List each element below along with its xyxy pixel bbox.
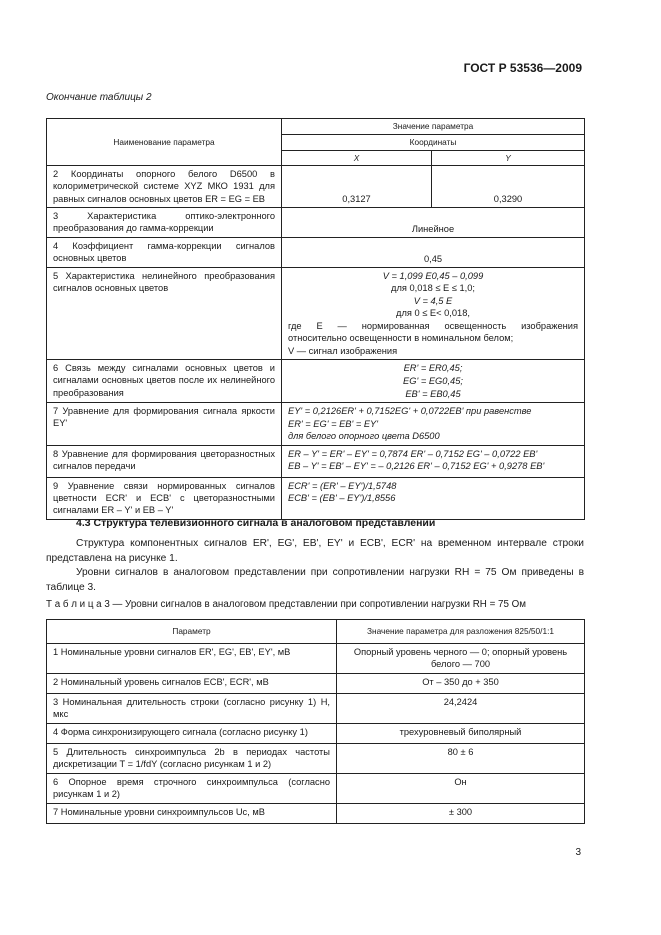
formula-line: ER' = ER0,45; xyxy=(403,363,463,374)
table3-caption: Т а б л и ц а 3 — Уровни сигналов в аналоговом представлении при сопротивлении нагрузки RH = 75 Ом xyxy=(46,599,526,610)
formula-line: EB – Y' = EB' – EY' = – 0,2126 ER' – 0,7152 EG' + 0,9278 EB' xyxy=(288,461,545,472)
table-row xyxy=(47,644,585,674)
row-name: 3 Номинальная длительность строки (согласно рисунку 1) H, мкс xyxy=(47,694,337,724)
row-value-y: 0,3290 xyxy=(432,166,585,207)
table-row xyxy=(47,267,585,360)
formula-line: ECR' = (ER' – EY')/1,5748 xyxy=(288,480,397,491)
row-name: 9 Уравнение связи нормированных сигналов цветности ECR' и ECB' с цветоразностными сигналами ER – Y' и EB – Y' xyxy=(47,477,282,519)
table-row xyxy=(47,724,585,744)
table-row xyxy=(47,166,585,207)
row-value-formula xyxy=(282,445,585,477)
row-name: 2 Координаты опорного белого D6500 в колориметрической системе XYZ МКО 1931 для равных сигналов основных цветов ER = EG = EB xyxy=(47,166,282,207)
row-value: ± 300 xyxy=(337,804,585,824)
row-name: 2 Номинальный уровень сигналов ECB', ECR', мВ xyxy=(47,674,337,694)
row-value: Линейное xyxy=(282,207,585,237)
row-value-formula xyxy=(282,267,585,360)
row-name: 7 Уравнение для формирования сигнала яркости EY' xyxy=(47,403,282,446)
row-name: 4 Коэффициент гамма-коррекции сигналов основных цветов xyxy=(47,237,282,267)
paragraph: Уровни сигналов в аналоговом представлении при сопротивлении нагрузки RH = 75 Ом приведены в таблице 3. xyxy=(46,567,584,593)
table-row xyxy=(47,744,585,774)
formula-line: V = 1,099 E0,45 – 0,099 xyxy=(382,270,484,281)
row-value: 24,2424 xyxy=(337,694,585,724)
formula-note: где E — нормированная освещенность изображения относительно освещенности в номинальном белом; xyxy=(288,320,579,344)
document-code: ГОСТ Р 53536—2009 xyxy=(463,61,582,75)
row-value-formula xyxy=(282,477,585,519)
table-row xyxy=(47,674,585,694)
table-row xyxy=(47,774,585,804)
row-value-x: 0,3127 xyxy=(282,166,432,207)
table-row xyxy=(47,804,585,824)
table-row xyxy=(47,403,585,446)
table2-caption: Окончание таблицы 2 xyxy=(46,92,152,103)
row-name: 6 Опорное время строчного синхроимпульса (согласно рисункам 1 и 2) xyxy=(47,774,337,804)
formula-line: EG' = EG0,45; xyxy=(403,375,463,386)
row-name: 3 Характеристика оптико-электронного преобразования до гамма-коррекции xyxy=(47,207,282,237)
row-name: 6 Связь между сигналами основных цветов и сигналами основных цветов после их нелинейного преобразования xyxy=(47,360,282,403)
formula-line: V = 4,5 E xyxy=(413,295,453,306)
row-value-formula xyxy=(282,403,585,446)
formula-line: ER' = EG' = EB' = EY' xyxy=(288,418,379,429)
formula-line: для 0 ≤ E< 0,018, xyxy=(396,308,470,319)
section-title: 4.3 Структура телевизионного сигнала в аналоговом представлении xyxy=(76,517,436,529)
row-name: 1 Номинальные уровни сигналов ER', EG', EB', EY', мВ xyxy=(47,644,337,674)
row-name: 8 Уравнение для формирования цветоразностных сигналов передачи xyxy=(47,445,282,477)
row-value: Опорный уровень черного — 0; опорный уровень белого — 700 xyxy=(337,644,585,674)
paragraph: Структура компонентных сигналов ER', EG', EB', EY' и ECB', ECR' на временном интервале строки представлена на рисунке 1. xyxy=(46,538,584,564)
table-2 xyxy=(46,118,585,520)
col-header-value: Значение параметра для разложения 825/50/1:1 xyxy=(337,620,585,644)
table-row xyxy=(47,360,585,403)
formula-line: ER – Y' = ER' – EY' = 0,7874 ER' – 0,7152 EG' – 0,0722 EB' xyxy=(288,448,538,459)
table-row xyxy=(47,207,585,237)
formula-note: V — сигнал изображения xyxy=(288,345,398,356)
formula-line: ECB' = (EB' – EY')/1,8556 xyxy=(288,493,396,504)
formula-line: для белого опорного цвета D6500 xyxy=(288,431,440,442)
row-value: 0,45 xyxy=(282,237,585,267)
row-name: 5 Характеристика нелинейного преобразования сигналов основных цветов xyxy=(47,267,282,360)
row-name: 7 Номинальные уровни синхроимпульсов Uc, мВ xyxy=(47,804,337,824)
table-row xyxy=(47,445,585,477)
table-row xyxy=(47,477,585,519)
row-name: 5 Длительность синхроимпульса 2b в периодах частоты дискретизации T = 1/fdY (согласно рисункам 1 и 2) xyxy=(47,744,337,774)
col-header-param: Параметр xyxy=(47,620,337,644)
col-header-coordinates: Координаты xyxy=(282,134,585,150)
row-value: трехуровневый биполярный xyxy=(337,724,585,744)
row-value-formula xyxy=(282,360,585,403)
row-value: 80 ± 6 xyxy=(337,744,585,774)
row-name: 4 Форма синхронизирующего сигнала (согласно рисунку 1) xyxy=(47,724,337,744)
col-header-value: Значение параметра xyxy=(282,119,585,135)
page-number: 3 xyxy=(575,847,581,858)
table-row xyxy=(47,237,585,267)
formula-line: EB' = EB0,45 xyxy=(405,388,461,399)
formula-line: для 0,018 ≤ E ≤ 1,0; xyxy=(391,283,475,294)
row-value: Oн xyxy=(337,774,585,804)
col-header-y: Y xyxy=(432,150,585,166)
col-header-x: X xyxy=(282,150,432,166)
table-3 xyxy=(46,619,585,824)
col-header-name: Наименование параметра xyxy=(47,119,282,166)
table-row xyxy=(47,694,585,724)
row-value: От – 350 до + 350 xyxy=(337,674,585,694)
formula-line: EY' = 0,2126ER' + 0,7152EG' + 0,0722EB' при равенстве xyxy=(288,406,532,417)
